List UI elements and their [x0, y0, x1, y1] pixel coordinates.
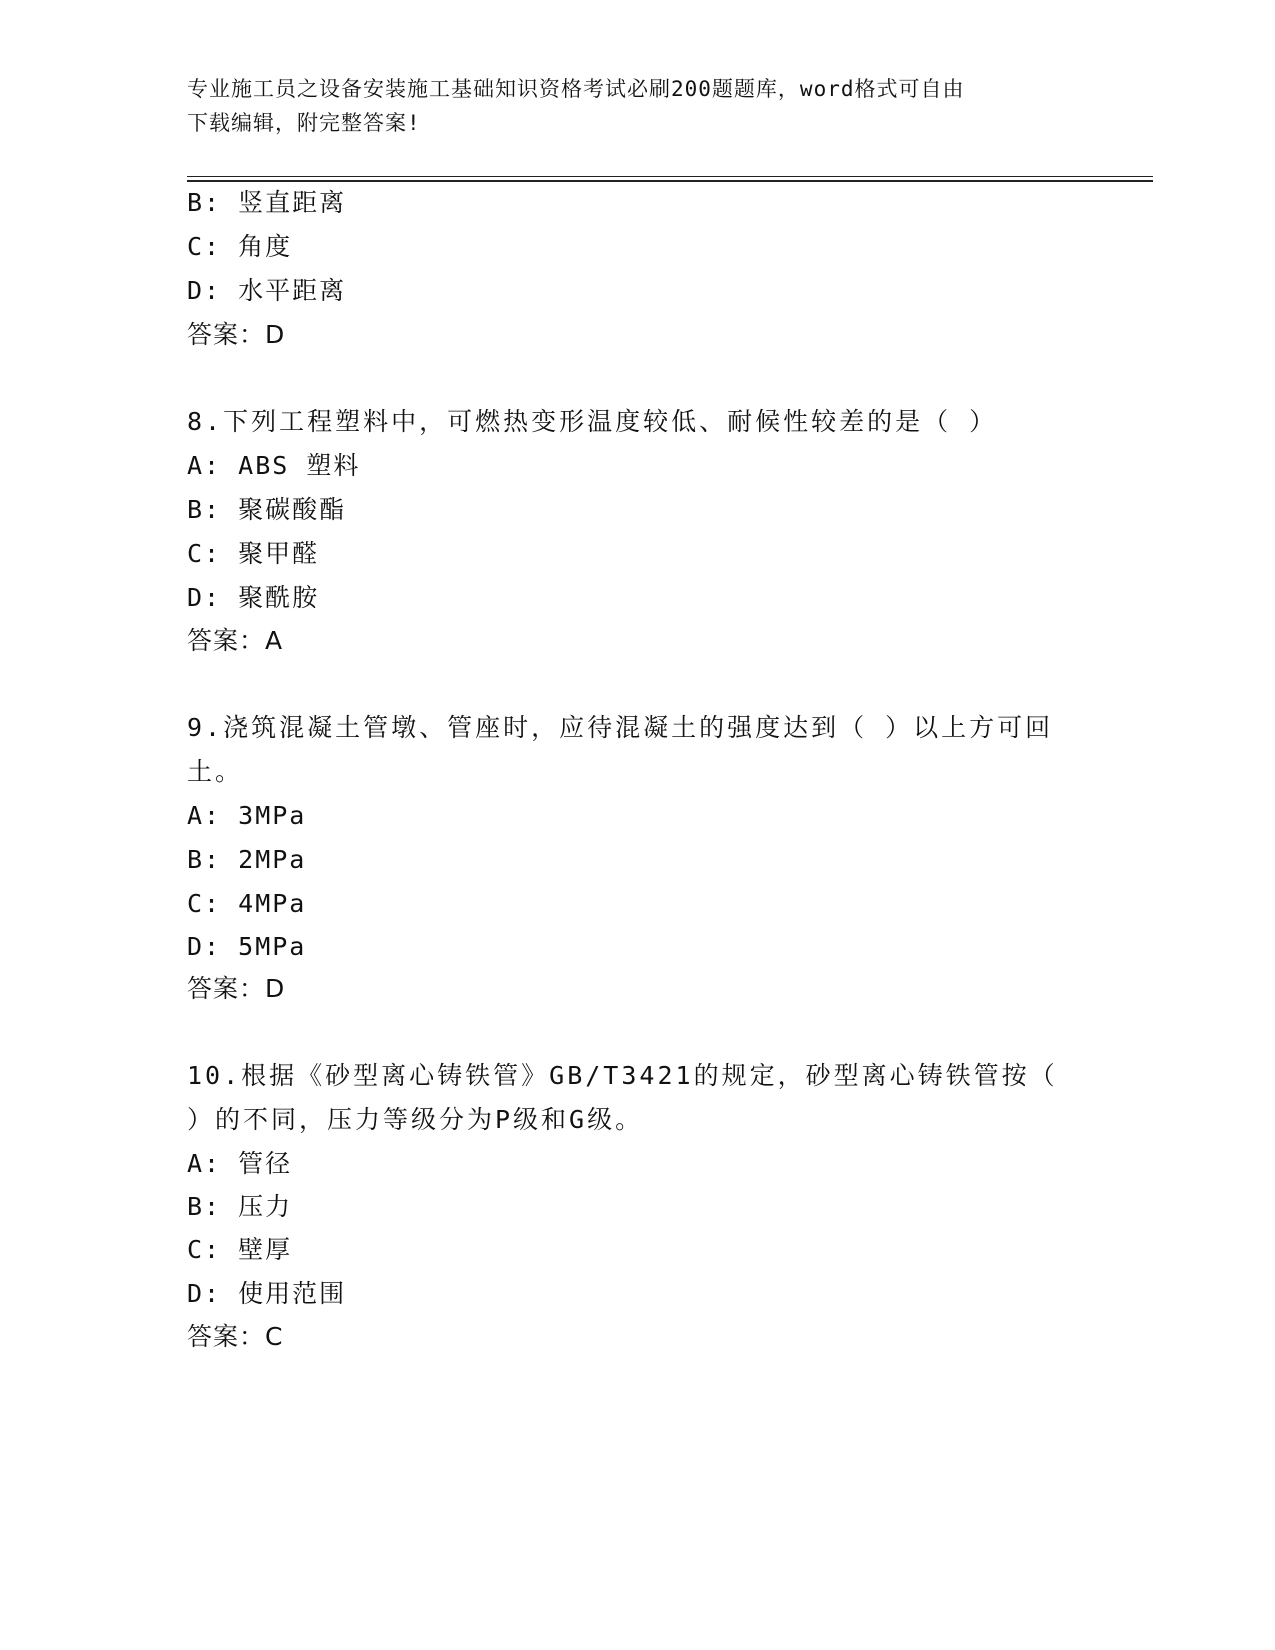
q10-option-b: B: 压力 [187, 1192, 293, 1221]
header-title-line-2: 下载编辑，附完整答案! [187, 111, 421, 135]
q8-answer: 答案：A [187, 626, 284, 655]
q10-option-a: A: 管径 [187, 1149, 293, 1178]
q8-option-d: D: 聚酰胺 [187, 583, 320, 612]
q9-stem-line-2: 土。 [187, 757, 244, 786]
q9-option-b: B: 2MPa [187, 845, 307, 874]
q10-answer: 答案：C [187, 1322, 284, 1351]
q8-option-c: C: 聚甲醛 [187, 539, 320, 568]
header-title-line-1: 专业施工员之设备安装施工基础知识资格考试必刷200题题库，word格式可自由 [187, 77, 965, 101]
prev-answer: 答案：D [187, 320, 286, 349]
document-header [187, 72, 1067, 140]
header-rule-thin [187, 176, 1153, 177]
q8-stem: 8.下列工程塑料中，可燃热变形温度较低、耐候性较差的是（ ） [187, 407, 998, 436]
header-rule-thick [187, 180, 1153, 182]
q10-stem-line-1: 10.根据《砂型离心铸铁管》GB/T3421的规定，砂型离心铸铁管按（ [187, 1061, 1058, 1090]
q8-option-a: A: ABS 塑料 [187, 451, 361, 480]
q9-stem-line-1: 9.浇筑混凝土管墩、管座时，应待混凝土的强度达到（ ）以上方可回 [187, 713, 1054, 742]
prev-option-c: C: 角度 [187, 232, 293, 261]
q10-option-d: D: 使用范围 [187, 1279, 347, 1308]
q10-option-c: C: 壁厚 [187, 1235, 293, 1264]
prev-option-b: B: 竖直距离 [187, 188, 347, 217]
q9-option-d: D: 5MPa [187, 932, 307, 961]
prev-option-d: D: 水平距离 [187, 276, 347, 305]
q9-option-c: C: 4MPa [187, 889, 307, 918]
q9-option-a: A: 3MPa [187, 801, 307, 830]
q10-stem-line-2: ）的不同，压力等级分为P级和G级。 [187, 1105, 644, 1134]
q9-answer: 答案：D [187, 974, 286, 1003]
q8-option-b: B: 聚碳酸酯 [187, 495, 347, 524]
